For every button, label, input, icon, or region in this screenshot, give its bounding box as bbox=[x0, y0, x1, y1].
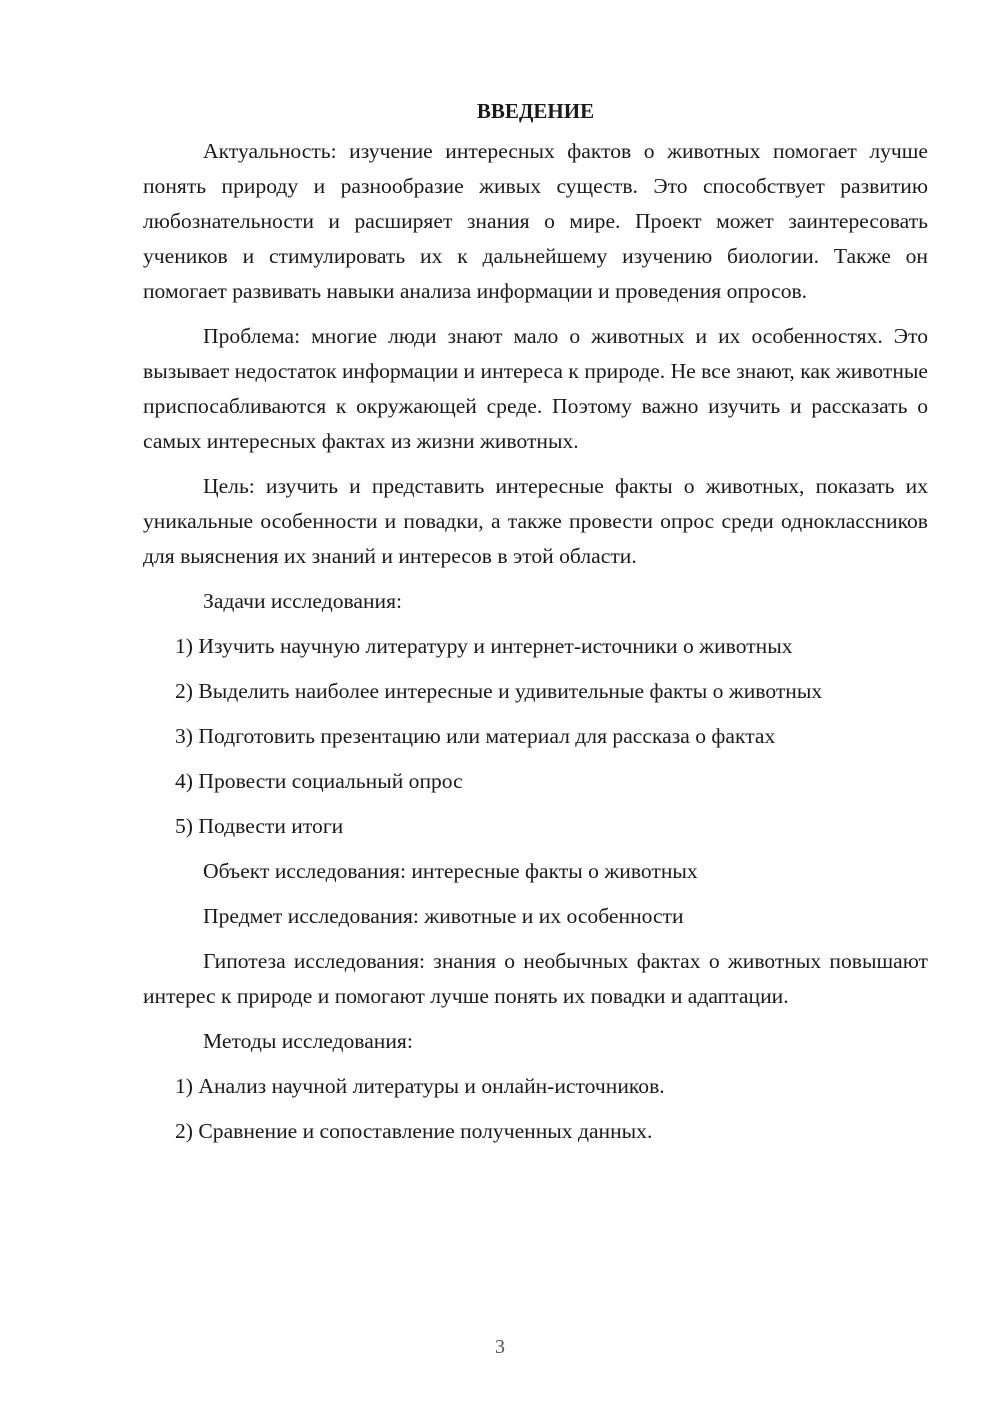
methods-heading: Методы исследования: bbox=[203, 1029, 413, 1053]
document-page bbox=[143, 96, 928, 1159]
method-item-1: 1) Анализ научной литературы и онлайн-источников. bbox=[175, 1074, 665, 1098]
task-item-4: 4) Провести социальный опрос bbox=[175, 769, 463, 793]
research-subject: Предмет исследования: животные и их особенности bbox=[203, 904, 684, 928]
problem-paragraph: Проблема: многие люди знают мало о животных и их особенностях. Это вызывает недостаток информации и интереса к природе. Не все знают, как животные приспосабливаются к окружающей среде. Поэтому важно изучить и рассказать о самых интересных фактах из жизни животных. bbox=[143, 324, 928, 453]
research-object: Объект исследования: интересные факты о животных bbox=[203, 859, 698, 883]
hypothesis-paragraph: Гипотеза исследования: знания о необычных фактах о животных повышают интерес к природе и помогают лучше понять их повадки и адаптации. bbox=[143, 949, 928, 1008]
task-item-3: 3) Подготовить презентацию или материал для рассказа о фактах bbox=[175, 724, 776, 748]
tasks-heading: Задачи исследования: bbox=[203, 589, 403, 613]
method-item-2: 2) Сравнение и сопоставление полученных данных. bbox=[175, 1119, 653, 1143]
page-number: 3 bbox=[495, 1336, 505, 1358]
task-item-2: 2) Выделить наиболее интересные и удивительные факты о животных bbox=[175, 679, 823, 703]
task-item-5: 5) Подвести итоги bbox=[175, 814, 344, 838]
relevance-paragraph: Актуальность: изучение интересных фактов о животных помогает лучше понять природу и разнообразие живых существ. Это способствует развитию любознательности и расширяет знания о мире. Проект может заинтересовать учеников и стимулировать их к дальнейшему изучению биологии. Также он помогает развивать навыки анализа информации и проведения опросов. bbox=[143, 139, 928, 303]
task-item-1: 1) Изучить научную литературу и интернет-источники о животных bbox=[175, 634, 793, 658]
goal-paragraph: Цель: изучить и представить интересные факты о животных, показать их уникальные особенности и повадки, а также провести опрос среди одноклассников для выяснения их знаний и интересов в этой области. bbox=[143, 474, 928, 568]
section-title: ВВЕДЕНИЕ bbox=[476, 99, 595, 123]
